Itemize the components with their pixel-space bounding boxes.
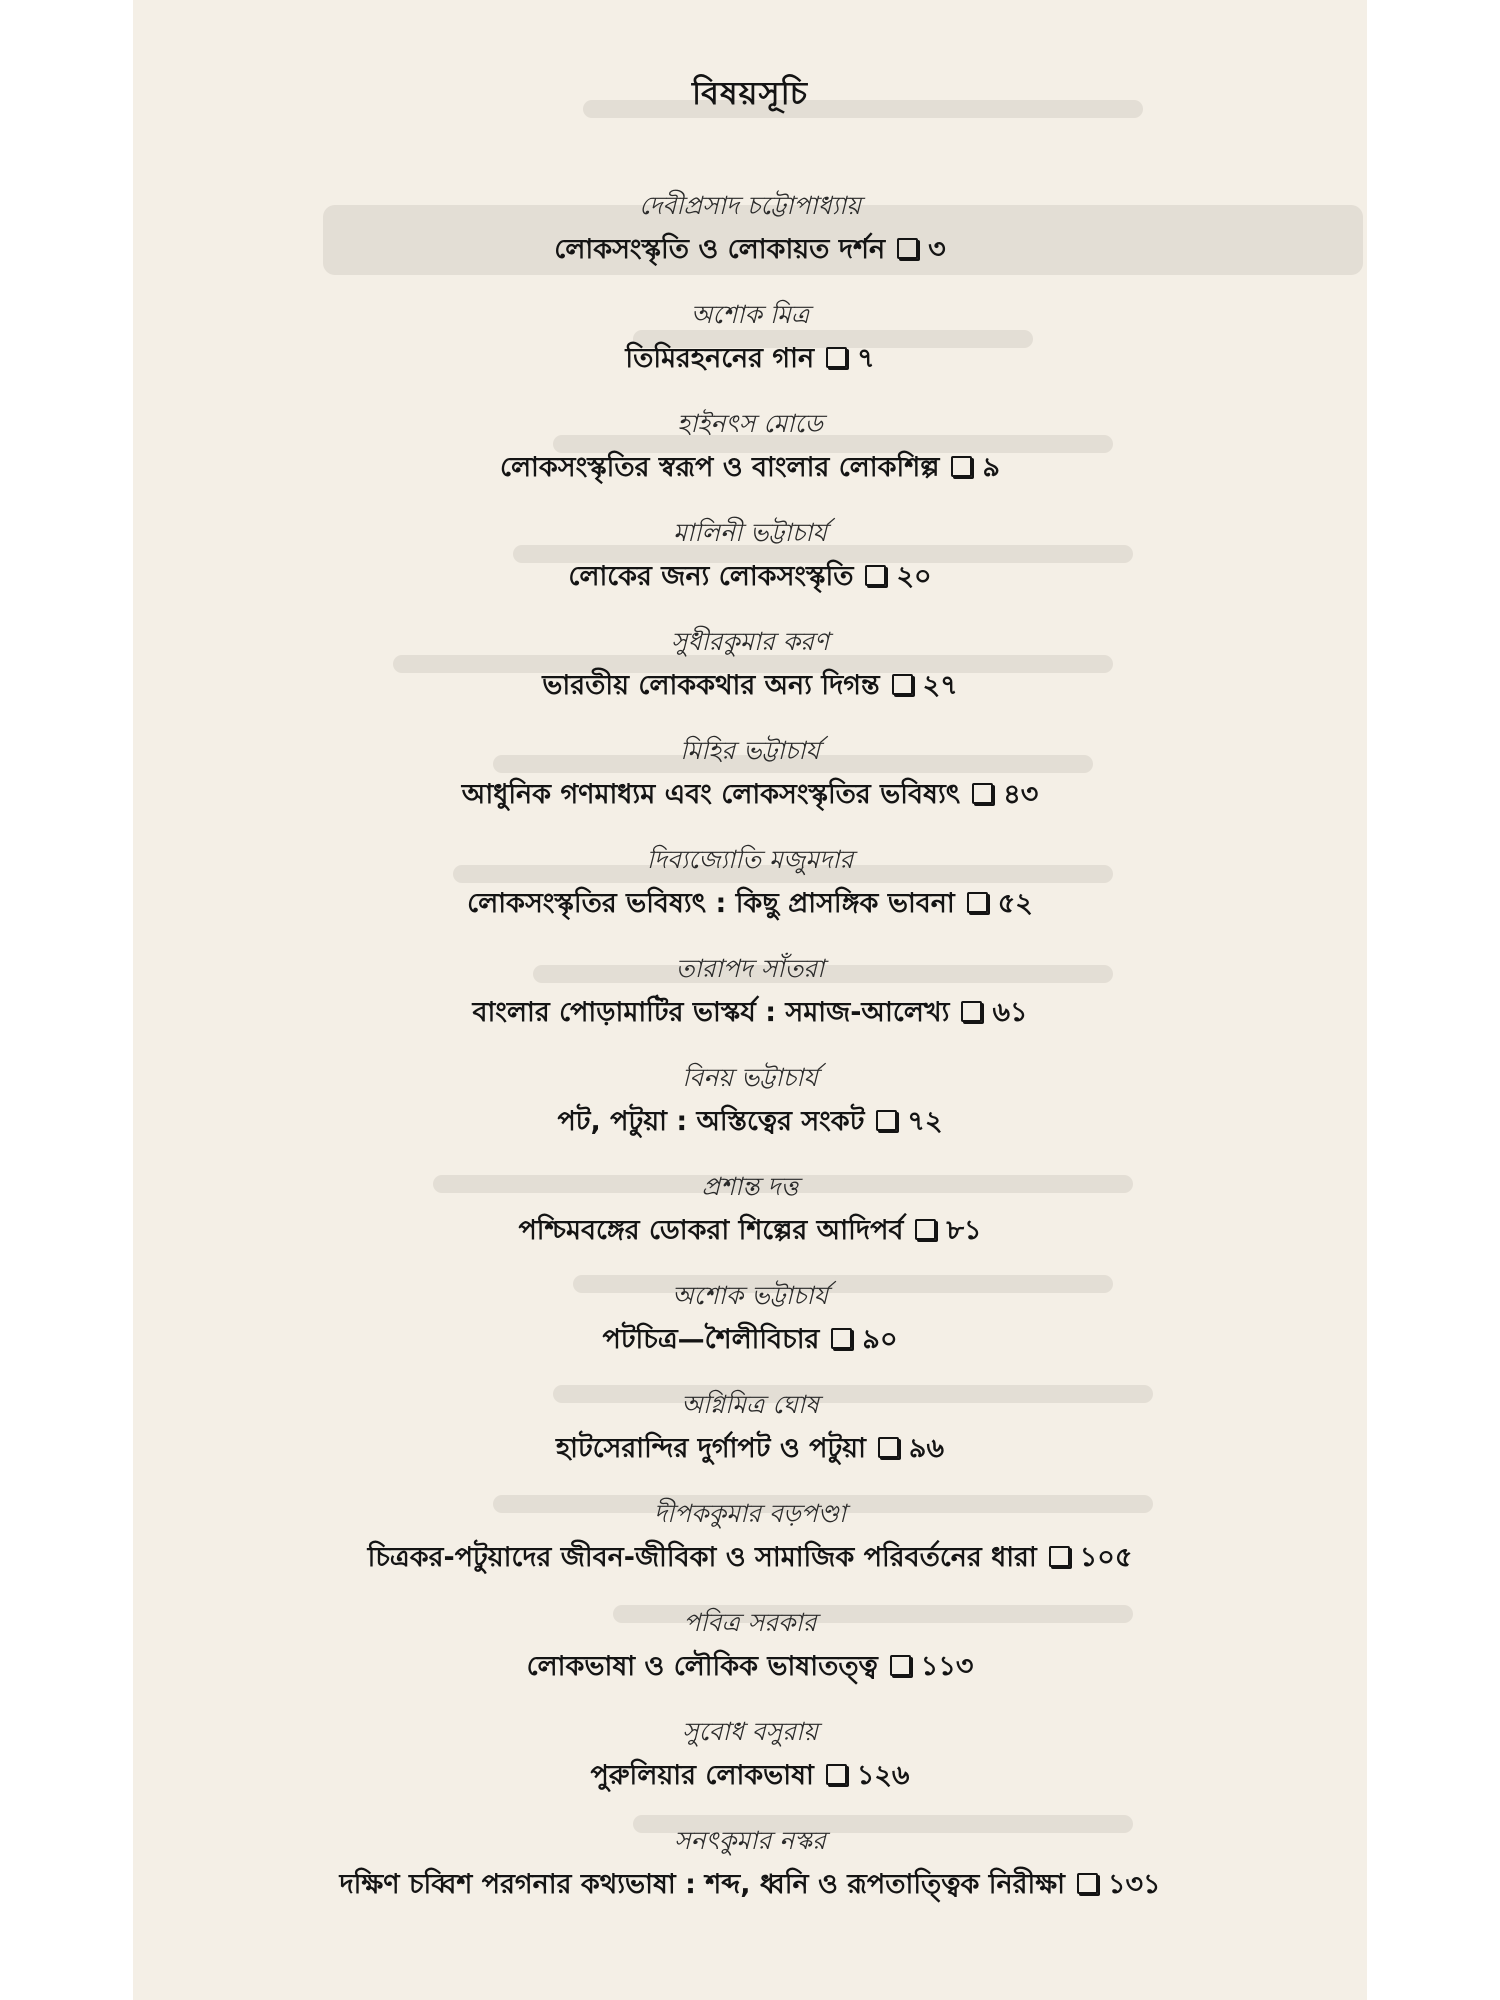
toc-entry[interactable] [133,1823,1367,1905]
entry-author: প্রশান্ত দত্ত [701,1172,799,1201]
toc-heading: বিষয়সূচি [691,74,809,112]
entry-page-number: ৭ [857,343,875,374]
square-bullet-icon [1077,1873,1098,1894]
entry-title: পশ্চিমবঙ্গের ডোকরা শিল্পের আদিপর্ব [518,1215,904,1246]
entry-title: বাংলার পোড়ামাটির ভাস্কর্য : সমাজ-আলেখ্য [472,997,950,1028]
entry-title: ভারতীয় লোককথার অন্য দিগন্ত [542,670,880,701]
entry-author: সনৎকুমার নস্কর [674,1826,826,1855]
entry-author: মালিনী ভট্টাচার্য [673,518,827,547]
entry-page-number: ১২৬ [856,1760,910,1791]
toc-entry[interactable] [133,624,1367,706]
entry-page-number: ৯৬ [908,1433,944,1464]
toc-entry[interactable] [133,406,1367,488]
toc-entry[interactable] [133,951,1367,1033]
entry-title: পুরুলিয়ার লোকভাষা [590,1760,814,1791]
square-bullet-icon [865,565,886,586]
entry-author: অশোক ভট্টাচার্য [672,1281,828,1310]
entry-author: দিব্যজ্যোতি মজুমদার [646,845,854,874]
entry-author: বিনয় ভট্টাচার্য [682,1063,818,1092]
entry-author: সুবোধ বসুরায় [682,1717,818,1746]
entry-page-number: ৬১ [992,997,1028,1028]
toc-entry[interactable] [133,1060,1367,1142]
entry-title: চিত্রকর-পটুয়াদের জীবন-জীবিকা ও সামাজিক পরিবর্তনের ধারা [367,1542,1037,1573]
toc-entry[interactable] [133,1387,1367,1469]
entry-title: আধুনিক গণমাধ্যম এবং লোকসংস্কৃতির ভবিষ্যৎ [461,779,961,810]
square-bullet-icon [890,1655,911,1676]
entry-page-number: ২০ [896,561,932,592]
book-page [133,0,1367,2000]
toc-entry[interactable] [133,1169,1367,1251]
square-bullet-icon [951,456,972,477]
square-bullet-icon [826,347,847,368]
entry-title: দক্ষিণ চব্বিশ পরগনার কথ্যভাষা : শব্দ, ধ্বনি ও রূপতাত্ত্বিক নিরীক্ষা [339,1869,1065,1900]
square-bullet-icon [972,783,993,804]
entry-page-number: ৫২ [997,888,1033,919]
entry-author: মিহির ভট্টাচার্য [680,736,820,765]
entry-page-number: ৯০ [862,1324,898,1355]
entry-author: অশোক মিত্র [690,300,810,329]
entry-title: তিমিরহননের গান [625,343,815,374]
square-bullet-icon [892,674,913,695]
square-bullet-icon [831,1328,852,1349]
toc-entry[interactable] [133,1714,1367,1796]
toc-entry[interactable] [133,297,1367,379]
entry-author: দীপককুমার বড়পণ্ডা [653,1499,847,1528]
entry-author: তারাপদ সাঁতরা [675,954,825,983]
toc-entry[interactable] [133,842,1367,924]
square-bullet-icon [915,1219,936,1240]
toc-entry[interactable] [133,733,1367,815]
entry-title: লোকসংস্কৃতির ভবিষ্যৎ : কিছু প্রাসঙ্গিক ভাবনা [467,888,955,919]
square-bullet-icon [961,1001,982,1022]
square-bullet-icon [826,1764,847,1785]
square-bullet-icon [1049,1546,1070,1567]
square-bullet-icon [967,892,988,913]
square-bullet-icon [876,1110,897,1131]
toc-entry[interactable] [133,1605,1367,1687]
toc-entry[interactable] [133,1496,1367,1578]
entry-author: পবিত্র সরকার [683,1608,817,1637]
square-bullet-icon [897,238,918,259]
entry-title: পট, পটুয়া : অস্তিত্বের সংকট [557,1106,865,1137]
entry-page-number: ৪৩ [1003,779,1039,810]
entry-title: লোকভাষা ও লৌকিক ভাষাতত্ত্ব [526,1651,878,1682]
square-bullet-icon [878,1437,899,1458]
entry-author: দেবীপ্রসাদ চট্টোপাধ্যায় [639,191,861,220]
toc-entry[interactable] [133,1278,1367,1360]
entry-title: লোকসংস্কৃতির স্বরূপ ও বাংলার লোকশিল্প [499,452,940,483]
entry-title: পটচিত্র—শৈলীবিচার [602,1324,820,1355]
entry-page-number: ১১৩ [920,1651,974,1682]
entry-page-number: ৭২ [907,1106,943,1137]
entry-page-number: ৯ [982,452,1000,483]
entry-author: হাইনৎস মোডে [677,409,823,438]
entry-title: লোকসংস্কৃতি ও লোকায়ত দর্শন [554,234,886,265]
entry-page-number: ৮১ [946,1215,982,1246]
entry-author: সুধীরকুমার করণ [670,627,830,656]
entry-title: হাটসেরান্দির দুর্গাপট ও পটুয়া [555,1433,866,1464]
entry-page-number: ২৭ [922,670,958,701]
entry-page-number: ১৩১ [1107,1869,1161,1900]
entry-author: অগ্নিমিত্র ঘোষ [681,1390,819,1419]
entry-page-number: ১০৫ [1079,1542,1133,1573]
entry-title: লোকের জন্য লোকসংস্কৃতি [568,561,854,592]
toc-entry[interactable] [133,515,1367,597]
entry-page-number: ৩ [928,234,946,265]
toc-entry[interactable] [133,188,1367,270]
